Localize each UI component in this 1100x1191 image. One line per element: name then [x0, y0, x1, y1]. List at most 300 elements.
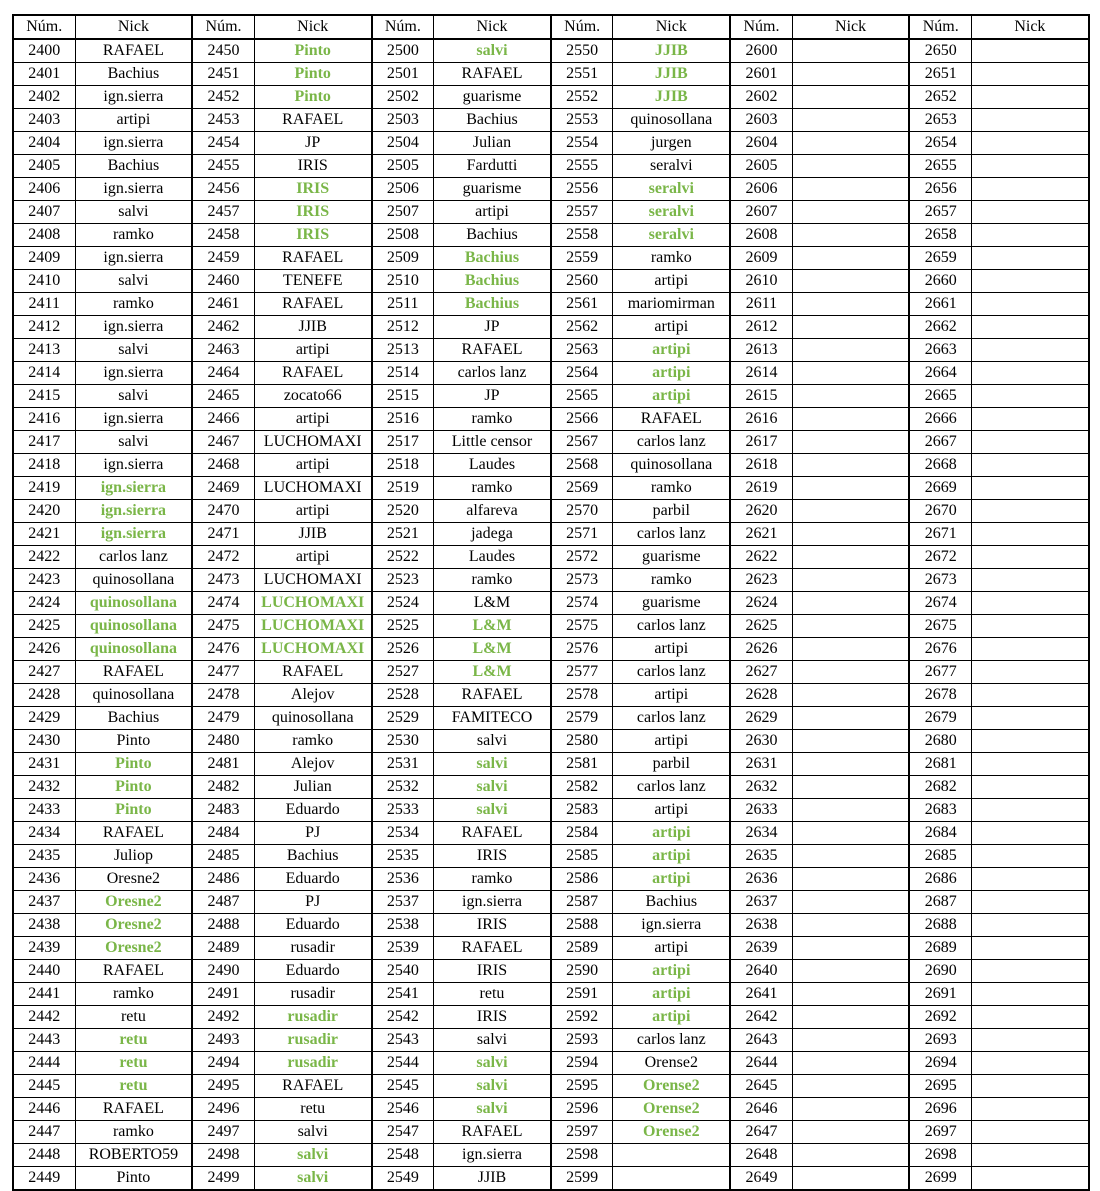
number-cell: 2669 — [909, 477, 971, 500]
nick-cell: salvi — [434, 1029, 551, 1052]
number-cell: 2513 — [372, 339, 434, 362]
number-cell: 2622 — [730, 546, 792, 569]
number-cell: 2519 — [372, 477, 434, 500]
nick-cell: artipi — [613, 937, 730, 960]
number-cell: 2666 — [909, 408, 971, 431]
table-row — [13, 316, 1089, 339]
number-cell: 2510 — [372, 270, 434, 293]
number-cell: 2451 — [192, 63, 254, 86]
nick-cell: Pinto — [254, 63, 371, 86]
nick-cell: JJIB — [434, 1167, 551, 1191]
table-body — [13, 39, 1089, 1190]
number-cell: 2586 — [551, 868, 613, 891]
nick-cell — [971, 477, 1088, 500]
number-cell: 2416 — [13, 408, 75, 431]
number-cell: 2614 — [730, 362, 792, 385]
nick-cell: ign.sierra — [75, 477, 192, 500]
number-cell: 2598 — [551, 1144, 613, 1167]
number-cell: 2539 — [372, 937, 434, 960]
number-cell: 2424 — [13, 592, 75, 615]
number-cell: 2602 — [730, 86, 792, 109]
nick-cell: Pinto — [254, 39, 371, 63]
number-cell: 2502 — [372, 86, 434, 109]
number-cell: 2492 — [192, 1006, 254, 1029]
nick-cell — [971, 937, 1088, 960]
nick-cell: Julian — [434, 132, 551, 155]
number-cell: 2671 — [909, 523, 971, 546]
nick-cell — [971, 638, 1088, 661]
table-row — [13, 86, 1089, 109]
number-cell: 2597 — [551, 1121, 613, 1144]
number-cell: 2694 — [909, 1052, 971, 1075]
nick-cell: alfareva — [434, 500, 551, 523]
nick-cell — [792, 592, 909, 615]
number-cell: 2490 — [192, 960, 254, 983]
number-cell: 2403 — [13, 109, 75, 132]
nick-cell: Oresne2 — [75, 868, 192, 891]
number-cell: 2626 — [730, 638, 792, 661]
nick-cell — [792, 914, 909, 937]
nick-cell — [792, 385, 909, 408]
table-row — [13, 799, 1089, 822]
number-cell: 2508 — [372, 224, 434, 247]
number-cell: 2698 — [909, 1144, 971, 1167]
header-nick: Nick — [971, 15, 1088, 39]
number-cell: 2624 — [730, 592, 792, 615]
nick-cell — [792, 155, 909, 178]
number-cell: 2520 — [372, 500, 434, 523]
number-cell: 2524 — [372, 592, 434, 615]
number-cell: 2456 — [192, 178, 254, 201]
nick-cell: zocato66 — [254, 385, 371, 408]
number-cell: 2517 — [372, 431, 434, 454]
number-cell: 2552 — [551, 86, 613, 109]
nick-cell: L&M — [434, 615, 551, 638]
number-cell: 2576 — [551, 638, 613, 661]
table-row — [13, 63, 1089, 86]
table-row — [13, 891, 1089, 914]
nick-cell: artipi — [613, 638, 730, 661]
nick-cell — [792, 178, 909, 201]
number-cell: 2639 — [730, 937, 792, 960]
nick-cell — [792, 86, 909, 109]
number-cell: 2692 — [909, 1006, 971, 1029]
nick-cell: Bachius — [434, 247, 551, 270]
table-row — [13, 477, 1089, 500]
number-cell: 2616 — [730, 408, 792, 431]
nick-cell: salvi — [254, 1167, 371, 1191]
nick-cell: Pinto — [75, 730, 192, 753]
nick-cell: artipi — [254, 454, 371, 477]
number-cell: 2436 — [13, 868, 75, 891]
number-cell: 2505 — [372, 155, 434, 178]
nick-cell — [971, 615, 1088, 638]
number-cell: 2402 — [13, 86, 75, 109]
number-cell: 2512 — [372, 316, 434, 339]
number-cell: 2534 — [372, 822, 434, 845]
number-cell: 2584 — [551, 822, 613, 845]
number-cell: 2480 — [192, 730, 254, 753]
number-cell: 2575 — [551, 615, 613, 638]
number-cell: 2593 — [551, 1029, 613, 1052]
nick-cell: LUCHOMAXI — [254, 592, 371, 615]
number-cell: 2526 — [372, 638, 434, 661]
number-cell: 2460 — [192, 270, 254, 293]
number-cell: 2548 — [372, 1144, 434, 1167]
number-cell: 2573 — [551, 569, 613, 592]
table-row — [13, 224, 1089, 247]
number-cell: 2590 — [551, 960, 613, 983]
number-cell: 2663 — [909, 339, 971, 362]
number-cell: 2477 — [192, 661, 254, 684]
number-cell: 2687 — [909, 891, 971, 914]
nick-cell: salvi — [254, 1121, 371, 1144]
nick-cell: Eduardo — [254, 960, 371, 983]
number-cell: 2605 — [730, 155, 792, 178]
nick-cell — [792, 569, 909, 592]
nick-cell: Orense2 — [613, 1121, 730, 1144]
nick-cell: RAFAEL — [434, 684, 551, 707]
nick-cell: salvi — [254, 1144, 371, 1167]
nick-cell: carlos lanz — [434, 362, 551, 385]
number-cell: 2430 — [13, 730, 75, 753]
number-cell: 2627 — [730, 661, 792, 684]
nick-cell: ROBERTO59 — [75, 1144, 192, 1167]
number-cell: 2640 — [730, 960, 792, 983]
number-cell: 2448 — [13, 1144, 75, 1167]
number-cell: 2428 — [13, 684, 75, 707]
number-cell: 2672 — [909, 546, 971, 569]
nick-cell: Pinto — [254, 86, 371, 109]
nick-cell — [792, 1006, 909, 1029]
number-cell: 2408 — [13, 224, 75, 247]
table-row — [13, 1006, 1089, 1029]
number-cell: 2516 — [372, 408, 434, 431]
nick-cell: RAFAEL — [434, 63, 551, 86]
nick-cell: salvi — [434, 799, 551, 822]
nick-cell — [971, 661, 1088, 684]
nick-number-table — [12, 14, 1090, 1191]
number-cell: 2607 — [730, 201, 792, 224]
nick-cell: ign.sierra — [75, 523, 192, 546]
nick-cell: artipi — [434, 201, 551, 224]
number-cell: 2437 — [13, 891, 75, 914]
nick-cell: artipi — [75, 109, 192, 132]
nick-cell — [971, 63, 1088, 86]
nick-cell: ramko — [613, 477, 730, 500]
number-cell: 2455 — [192, 155, 254, 178]
table-row — [13, 132, 1089, 155]
nick-cell — [792, 454, 909, 477]
number-cell: 2463 — [192, 339, 254, 362]
number-cell: 2445 — [13, 1075, 75, 1098]
number-cell: 2496 — [192, 1098, 254, 1121]
nick-cell: artipi — [613, 960, 730, 983]
number-cell: 2475 — [192, 615, 254, 638]
nick-cell — [971, 1029, 1088, 1052]
number-cell: 2411 — [13, 293, 75, 316]
number-cell: 2538 — [372, 914, 434, 937]
number-cell: 2506 — [372, 178, 434, 201]
number-cell: 2554 — [551, 132, 613, 155]
number-cell: 2680 — [909, 730, 971, 753]
number-cell: 2656 — [909, 178, 971, 201]
nick-cell: ign.sierra — [434, 1144, 551, 1167]
nick-cell: Oresne2 — [75, 891, 192, 914]
number-cell: 2574 — [551, 592, 613, 615]
number-cell: 2525 — [372, 615, 434, 638]
number-cell: 2643 — [730, 1029, 792, 1052]
nick-cell: quinosollana — [75, 684, 192, 707]
number-cell: 2501 — [372, 63, 434, 86]
nick-cell: ign.sierra — [75, 454, 192, 477]
number-cell: 2662 — [909, 316, 971, 339]
nick-cell: IRIS — [254, 201, 371, 224]
number-cell: 2649 — [730, 1167, 792, 1191]
header-nick: Nick — [434, 15, 551, 39]
number-cell: 2457 — [192, 201, 254, 224]
nick-cell — [971, 201, 1088, 224]
nick-cell — [792, 1029, 909, 1052]
number-cell: 2674 — [909, 592, 971, 615]
number-cell: 2497 — [192, 1121, 254, 1144]
number-cell: 2537 — [372, 891, 434, 914]
number-cell: 2523 — [372, 569, 434, 592]
nick-cell: artipi — [613, 1006, 730, 1029]
nick-cell: ramko — [75, 224, 192, 247]
number-cell: 2536 — [372, 868, 434, 891]
number-cell: 2685 — [909, 845, 971, 868]
table-row — [13, 868, 1089, 891]
table-row — [13, 385, 1089, 408]
nick-cell: guarisme — [434, 178, 551, 201]
nick-cell — [971, 178, 1088, 201]
table-row — [13, 937, 1089, 960]
number-cell: 2468 — [192, 454, 254, 477]
number-cell: 2544 — [372, 1052, 434, 1075]
number-cell: 2432 — [13, 776, 75, 799]
number-cell: 2603 — [730, 109, 792, 132]
nick-cell — [792, 868, 909, 891]
nick-cell: JJIB — [613, 63, 730, 86]
nick-cell — [792, 891, 909, 914]
table-row — [13, 845, 1089, 868]
number-cell: 2567 — [551, 431, 613, 454]
nick-cell: carlos lanz — [613, 707, 730, 730]
number-cell: 2515 — [372, 385, 434, 408]
number-cell: 2531 — [372, 753, 434, 776]
nick-cell: carlos lanz — [613, 615, 730, 638]
table-row — [13, 546, 1089, 569]
number-cell: 2431 — [13, 753, 75, 776]
number-cell: 2476 — [192, 638, 254, 661]
number-cell: 2585 — [551, 845, 613, 868]
nick-cell: Bachius — [613, 891, 730, 914]
nick-cell: Laudes — [434, 454, 551, 477]
nick-cell: RAFAEL — [254, 247, 371, 270]
number-cell: 2407 — [13, 201, 75, 224]
number-cell: 2684 — [909, 822, 971, 845]
number-cell: 2488 — [192, 914, 254, 937]
nick-cell — [792, 1121, 909, 1144]
number-cell: 2569 — [551, 477, 613, 500]
table-row — [13, 661, 1089, 684]
number-cell: 2581 — [551, 753, 613, 776]
nick-cell — [792, 201, 909, 224]
table-row — [13, 638, 1089, 661]
nick-cell: Julian — [254, 776, 371, 799]
number-cell: 2644 — [730, 1052, 792, 1075]
nick-cell — [792, 109, 909, 132]
number-cell: 2530 — [372, 730, 434, 753]
nick-cell: guarisme — [434, 86, 551, 109]
nick-cell: LUCHOMAXI — [254, 569, 371, 592]
nick-cell: L&M — [434, 638, 551, 661]
number-cell: 2527 — [372, 661, 434, 684]
number-cell: 2426 — [13, 638, 75, 661]
nick-cell: jurgen — [613, 132, 730, 155]
number-cell: 2570 — [551, 500, 613, 523]
number-cell: 2571 — [551, 523, 613, 546]
number-cell: 2464 — [192, 362, 254, 385]
number-cell: 2404 — [13, 132, 75, 155]
number-cell: 2610 — [730, 270, 792, 293]
table-row — [13, 707, 1089, 730]
nick-cell: ramko — [75, 293, 192, 316]
number-cell: 2472 — [192, 546, 254, 569]
number-cell: 2634 — [730, 822, 792, 845]
number-cell: 2550 — [551, 39, 613, 63]
number-cell: 2667 — [909, 431, 971, 454]
nick-cell: RAFAEL — [254, 1075, 371, 1098]
number-cell: 2429 — [13, 707, 75, 730]
number-cell: 2553 — [551, 109, 613, 132]
number-cell: 2630 — [730, 730, 792, 753]
nick-cell: RAFAEL — [254, 661, 371, 684]
nick-cell: retu — [434, 983, 551, 1006]
nick-cell: artipi — [613, 799, 730, 822]
number-cell: 2533 — [372, 799, 434, 822]
number-cell: 2615 — [730, 385, 792, 408]
number-cell: 2466 — [192, 408, 254, 431]
nick-cell: Orense2 — [613, 1098, 730, 1121]
nick-cell — [971, 1006, 1088, 1029]
nick-cell: artipi — [613, 385, 730, 408]
table-row — [13, 201, 1089, 224]
nick-cell: JJIB — [254, 316, 371, 339]
nick-cell: RAFAEL — [75, 822, 192, 845]
number-cell: 2592 — [551, 1006, 613, 1029]
number-cell: 2486 — [192, 868, 254, 891]
nick-cell — [792, 39, 909, 63]
nick-cell: Little censor — [434, 431, 551, 454]
nick-cell: artipi — [613, 339, 730, 362]
nick-cell — [792, 1098, 909, 1121]
nick-cell — [792, 523, 909, 546]
nick-cell — [971, 293, 1088, 316]
number-cell: 2443 — [13, 1029, 75, 1052]
header-nick: Nick — [613, 15, 730, 39]
number-cell: 2500 — [372, 39, 434, 63]
nick-cell: JP — [434, 385, 551, 408]
number-cell: 2484 — [192, 822, 254, 845]
nick-cell — [971, 339, 1088, 362]
table-row — [13, 362, 1089, 385]
number-cell: 2564 — [551, 362, 613, 385]
number-cell: 2547 — [372, 1121, 434, 1144]
nick-cell: carlos lanz — [75, 546, 192, 569]
nick-cell: Eduardo — [254, 799, 371, 822]
header-num: Núm. — [192, 15, 254, 39]
number-cell: 2625 — [730, 615, 792, 638]
nick-cell: retu — [75, 1006, 192, 1029]
number-cell: 2485 — [192, 845, 254, 868]
nick-cell: LUCHOMAXI — [254, 431, 371, 454]
number-cell: 2679 — [909, 707, 971, 730]
number-cell: 2688 — [909, 914, 971, 937]
nick-cell: PJ — [254, 891, 371, 914]
number-cell: 2657 — [909, 201, 971, 224]
number-cell: 2621 — [730, 523, 792, 546]
number-cell: 2559 — [551, 247, 613, 270]
nick-cell: rusadir — [254, 1052, 371, 1075]
number-cell: 2619 — [730, 477, 792, 500]
number-cell: 2594 — [551, 1052, 613, 1075]
nick-cell — [792, 661, 909, 684]
nick-cell — [971, 270, 1088, 293]
table-row — [13, 983, 1089, 1006]
nick-cell: salvi — [75, 270, 192, 293]
nick-cell: Orense2 — [613, 1052, 730, 1075]
number-cell: 2518 — [372, 454, 434, 477]
nick-cell — [792, 638, 909, 661]
number-cell: 2511 — [372, 293, 434, 316]
number-cell: 2409 — [13, 247, 75, 270]
nick-cell — [792, 63, 909, 86]
nick-cell — [613, 1167, 730, 1191]
number-cell: 2560 — [551, 270, 613, 293]
number-cell: 2637 — [730, 891, 792, 914]
header-nick: Nick — [792, 15, 909, 39]
nick-cell: RAFAEL — [613, 408, 730, 431]
nick-cell — [971, 776, 1088, 799]
number-cell: 2542 — [372, 1006, 434, 1029]
number-cell: 2413 — [13, 339, 75, 362]
nick-cell: LUCHOMAXI — [254, 615, 371, 638]
nick-cell — [792, 546, 909, 569]
nick-cell: Bachius — [434, 224, 551, 247]
nick-cell: ign.sierra — [75, 408, 192, 431]
number-cell: 2561 — [551, 293, 613, 316]
number-cell: 2478 — [192, 684, 254, 707]
nick-cell: RAFAEL — [434, 339, 551, 362]
number-cell: 2535 — [372, 845, 434, 868]
number-cell: 2612 — [730, 316, 792, 339]
table-row — [13, 247, 1089, 270]
table-row — [13, 454, 1089, 477]
number-cell: 2600 — [730, 39, 792, 63]
nick-cell: salvi — [75, 339, 192, 362]
nick-cell — [971, 1075, 1088, 1098]
number-cell: 2504 — [372, 132, 434, 155]
nick-cell — [792, 270, 909, 293]
nick-cell — [971, 224, 1088, 247]
nick-cell: JP — [434, 316, 551, 339]
nick-cell — [971, 500, 1088, 523]
nick-cell: Bachius — [434, 293, 551, 316]
nick-cell — [971, 914, 1088, 937]
nick-cell: ramko — [75, 1121, 192, 1144]
